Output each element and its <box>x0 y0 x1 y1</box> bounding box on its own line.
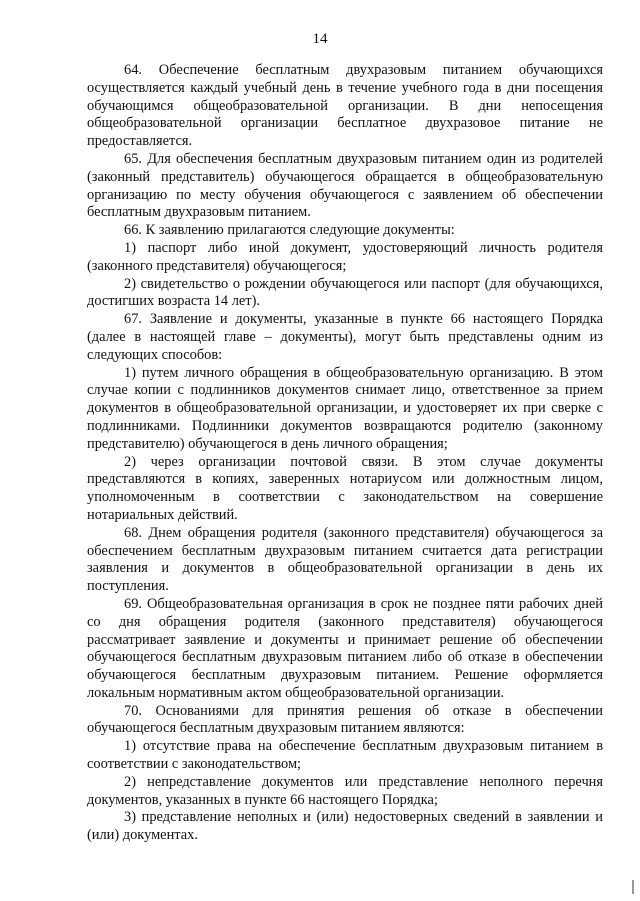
scan-artifact-mark <box>632 880 634 894</box>
paragraph-67-item-2: 2) через организации почтовой связи. В этом случае документы представляются в копиях, заверенных нотариусом или должностным лицом, уполномоченным в соответствии с законодательством на совершение нотариальных действий. <box>87 453 603 523</box>
paragraph-67-item-1: 1) путем личного обращения в общеобразовательную организацию. В этом случае копии с подлинников документов снимает лицо, ответственное за прием документов в общеобразовательной организации, и удостоверяет их при сверке с подлинниками. Подлинники документов возвращаются родителю (законному представителю) обучающегося в день личного обращения; <box>87 364 603 452</box>
paragraph-65: 65. Для обеспечения бесплатным двухразовым питанием один из родителей (законный представитель) обучающегося обращается в общеобразовательную организацию по месту обучения обучающегося с заявлением об обеспечении бесплатным двухразовым питанием. <box>87 150 603 221</box>
paragraph-66-item-2: 2) свидетельство о рождении обучающегося или паспорт (для обучающихся, достигших возраста 14 лет). <box>87 275 603 310</box>
paragraph-69: 69. Общеобразовательная организация в срок не позднее пяти рабочих дней со дня обращения родителя (законного представителя) обучающегося рассматривает заявление и документы и принимает решение об обеспечении обучающегося бесплатным двухразовым питанием либо об отказе в обеспечении обучающегося бесплатным двухразовым питанием. Решение оформляется локальным нормативным актом общеобразовательной организации. <box>87 595 603 701</box>
paragraph-70-item-2: 2) непредставление документов или представление неполного перечня документов, указанных в пункте 66 настоящего Порядка; <box>87 773 603 808</box>
paragraph-68: 68. Днем обращения родителя (законного представителя) обучающегося за обеспечением бесплатным двухразовым питанием считается дата регистрации заявления и документов в общеобразовательной организации в день их поступления. <box>87 524 603 595</box>
paragraph-67: 67. Заявление и документы, указанные в пункте 66 настоящего Порядка (далее в настоящей главе – документы), могут быть представлены одним из следующих способов: <box>87 311 603 363</box>
paragraph-70-item-3: 3) представление неполных и (или) недостоверных сведений в заявлении и (или) документах. <box>87 809 603 844</box>
paragraph-66: 66. К заявлению прилагаются следующие документы: <box>124 222 455 239</box>
paragraph-70-item-1: 1) отсутствие права на обеспечение бесплатным двухразовым питанием в соответствии с законодательством; <box>87 738 603 773</box>
paragraph-70: 70. Основаниями для принятия решения об отказе в обеспечении обучающегося бесплатным двухразовым питанием являются: <box>87 702 603 737</box>
document-body <box>87 62 603 845</box>
page-number: 14 <box>312 31 328 47</box>
paragraph-64: 64. Обеспечение бесплатным двухразовым питанием обучающихся осуществляется каждый учебный день в течение учебного года в дни посещения обучающимся общеобразовательной организации. В дни непосещения общеобразовательной организации бесплатное двухразовое питание не предоставляется. <box>87 62 603 150</box>
paragraph-66-item-1: 1) паспорт либо иной документ, удостоверяющий личность родителя (законного представителя) обучающегося; <box>87 239 603 274</box>
